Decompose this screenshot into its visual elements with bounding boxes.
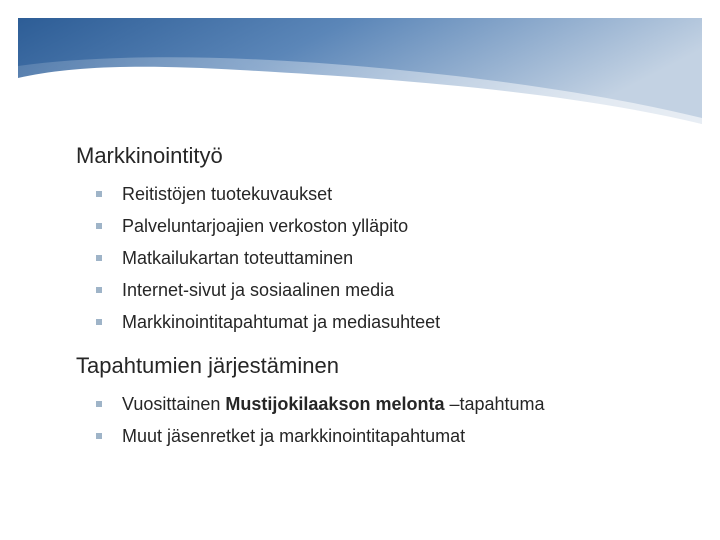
list-item <box>76 388 696 420</box>
list-item-text: Markkinointitapahtumat ja mediasuhteet <box>122 312 441 332</box>
list-item <box>76 274 696 306</box>
square-bullet-icon <box>96 255 102 261</box>
slide-content <box>76 140 696 452</box>
list-item-text-suffix: –tapahtuma <box>444 394 545 414</box>
marketing-list <box>76 178 696 338</box>
section-title-marketing: Markkinointityö <box>76 143 223 168</box>
square-bullet-icon <box>96 191 102 197</box>
list-item-text-bold: Mustijokilaakson melonta <box>225 394 445 414</box>
events-list <box>76 388 696 452</box>
square-bullet-icon <box>96 401 102 407</box>
list-item <box>76 210 696 242</box>
list-item <box>76 242 696 274</box>
list-item <box>76 420 696 452</box>
square-bullet-icon <box>96 433 102 439</box>
list-item-text: Matkailukartan toteuttaminen <box>122 248 354 268</box>
square-bullet-icon <box>96 319 102 325</box>
list-item <box>76 306 696 338</box>
list-item-text: Internet-sivut ja sosiaalinen media <box>122 280 395 300</box>
header-banner <box>0 0 720 130</box>
list-item-text: Muut jäsenretket ja markkinointitapahtumat <box>122 426 466 446</box>
list-item-text: Palveluntarjoajien verkoston ylläpito <box>122 216 409 236</box>
list-item-text: Reitistöjen tuotekuvaukset <box>122 184 333 204</box>
section-title-events: Tapahtumien järjestäminen <box>76 353 339 378</box>
square-bullet-icon <box>96 223 102 229</box>
square-bullet-icon <box>96 287 102 293</box>
list-item-text-prefix: Vuosittainen <box>122 394 226 414</box>
list-item <box>76 178 696 210</box>
